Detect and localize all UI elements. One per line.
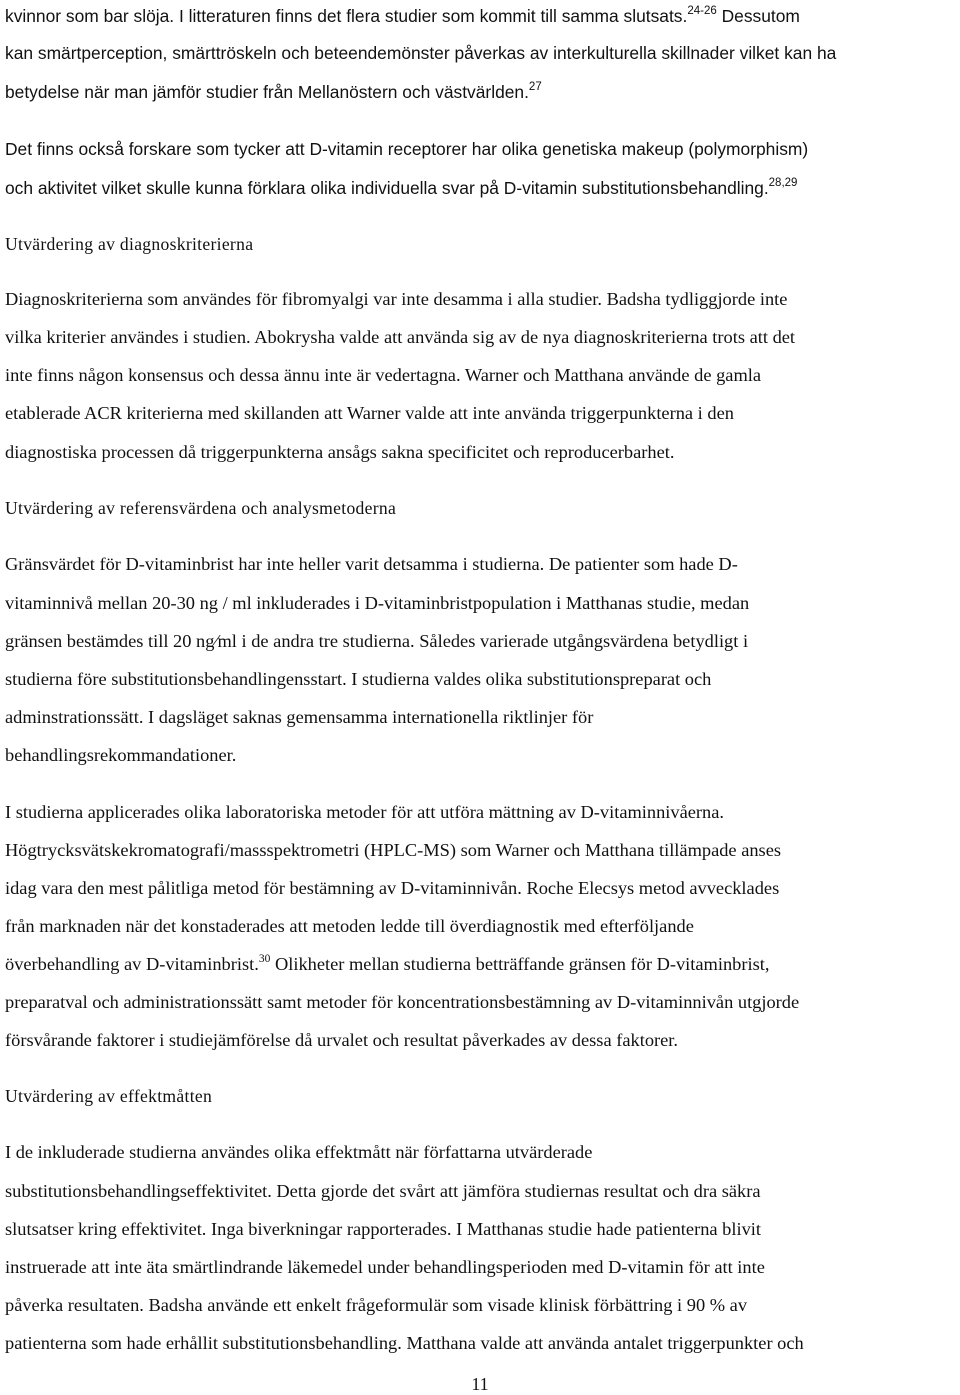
- text-line: vilka kriterier användes i studien. Abokrysha valde att använda sig av de nya diagnoskriterierna trots att det: [5, 327, 796, 347]
- text-line: etablerade ACR kriterierna med skillanden att Warner valde att inte använda triggerpunkterna i den: [5, 403, 734, 423]
- text-line: studierna före substitutionsbehandlingensstart. I studierna valdes olika substitutionspreparat och: [5, 669, 712, 689]
- text-line: diagnostiska processen då triggerpunkterna ansågs sakna specificitet och reproducerbarhet.: [5, 442, 675, 462]
- text-line: betydelse när man jämför studier från Mellanöstern och västvärlden.$^{27}$: [5, 81, 542, 102]
- text-line: inte finns någon konsensus och dessa ännu inte är vedertagna. Warner och Matthana använde de gamla: [5, 365, 762, 385]
- text-line: preparatval och administrationssätt samt metoder för koncentrationsbestämning av D-vitaminnivån utgjorde: [5, 992, 800, 1012]
- text-line: slutsatser kring effektivitet. Inga biverkningar rapporterades. I Matthanas studie hade patienterna blivit: [5, 1219, 761, 1239]
- text-line: instruerade att inte äta smärtlindrande läkemedel under behandlingsperioden med D-vitamin för att inte: [5, 1257, 765, 1277]
- text-line: från marknaden när det konstaderades att metoden ledde till överdiagnostik med efterföljande: [5, 916, 694, 936]
- reference-superscript: 30: [258, 953, 271, 965]
- reference-superscript: 27: [528, 81, 542, 93]
- section-heading: Utvärdering av effektmåtten: [5, 1086, 213, 1106]
- text-line: Det finns också forskare som tycker att D-vitamin receptorer har olika genetiska makeup (polymorphism): [5, 139, 809, 159]
- text-line: försvårande faktorer i studiejämförelse då urvalet och resultat påverkades av dessa faktorer.: [5, 1030, 679, 1050]
- text-line: adminstrationssätt. I dagsläget saknas gemensamma internationella riktlinjer för: [5, 707, 594, 727]
- text-line: kvinnor som bar slöja. I litteraturen finns det flera studier som kommit till samma slutsats.$^{24-26}$ Dessutom: [5, 5, 800, 26]
- text-line: patienterna som hade erhållit substitutionsbehandling. Matthana valde att använda antalet triggerpunkter och: [5, 1333, 804, 1353]
- text-line: vitaminnivå mellan 20-30 ng / ml inkluderades i D-vitaminbristpopulation i Matthanas studie, medan: [5, 593, 750, 613]
- text-line: gränsen bestämdes till 20 ng⁄ml i de andra tre studierna. Således varierade utgångsvärdena betydligt i: [5, 631, 749, 651]
- reference-superscript: 24-26: [687, 5, 717, 17]
- text-line: idag vara den mest pålitliga metod för bestämning av D-vitaminnivån. Roche Elecsys metod avvecklades: [5, 878, 780, 898]
- text-line: Gränsvärdet för D-vitaminbrist har inte heller varit detsamma i studierna. De patienter som hade D-: [5, 554, 738, 574]
- text-line: Högtrycksvätskekromatografi/massspektrometri (HPLC-MS) som Warner och Matthana tillämpade anses: [5, 840, 782, 860]
- reference-superscript: 28,29: [768, 177, 798, 189]
- section-heading: Utvärdering av diagnoskriterierna: [5, 234, 254, 254]
- text-line: kan smärtperception, smärttröskeln och beteendemönster påverkas av interkulturella skillnader vilket kan ha: [5, 43, 837, 63]
- section-heading: Utvärdering av referensvärdena och analysmetoderna: [5, 498, 397, 518]
- page-number: 11: [471, 1374, 489, 1394]
- text-line: I studierna applicerades olika laboratoriska metoder för att utföra mättning av D-vitaminnivåerna.: [5, 802, 725, 822]
- text-line: överbehandling av D-vitaminbrist.$^{30}$ Olikheter mellan studierna betträffande gränsen för D-vitaminbrist,: [5, 953, 770, 974]
- text-line: påverka resultaten. Badsha använde ett enkelt frågeformulär som visade klinisk förbättring i 90 % av: [5, 1295, 748, 1315]
- text-line: substitutionsbehandlingseffektivitet. Detta gjorde det svårt att jämföra studiernas resultat och dra säkra: [5, 1181, 761, 1201]
- text-line: Diagnoskriterierna som användes för fibromyalgi var inte desamma i alla studier. Badsha tydliggjorde inte: [5, 289, 788, 309]
- text-line: behandlingsrekommandationer.: [5, 745, 237, 765]
- text-line: I de inkluderade studierna användes olika effektmått när författarna utvärderade: [5, 1142, 593, 1162]
- text-line: och aktivitet vilket skulle kunna förklara olika individuella svar på D-vitamin substitutionsbehandling.$^{28,29}$: [5, 177, 798, 198]
